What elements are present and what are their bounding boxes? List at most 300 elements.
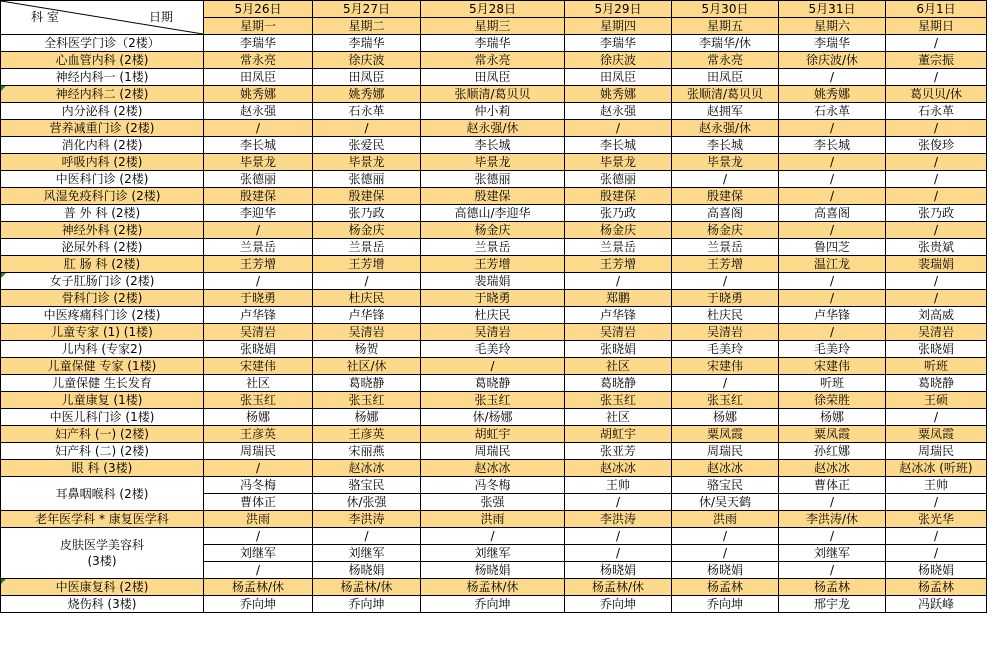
doctor-cell: 张玉红 [565,392,672,409]
doctor-cell: 赵冰冰 [565,460,672,477]
doctor-cell: 杨娜 [204,409,313,426]
doctor-cell: 兰景岳 [672,239,779,256]
doctor-cell: 姚秀娜 [779,86,886,103]
doctor-cell: 杨孟林 [886,579,987,596]
doctor-cell: 张晓娟 [886,341,987,358]
doctor-cell: 兰景岳 [204,239,313,256]
doctor-cell: 胡虹宇 [565,426,672,443]
doctor-cell: 郑鹏 [565,290,672,307]
doctor-cell: 刘继军 [313,545,421,562]
doctor-cell: 杜庆民 [313,290,421,307]
doctor-cell: 杨晓娟 [313,562,421,579]
doctor-cell: / [204,562,313,579]
doctor-cell: 王芳增 [313,256,421,273]
column-header [313,1,421,35]
department-name: 全科医学门诊（2楼） [1,35,204,52]
doctor-cell: / [204,120,313,137]
schedule-row [1,290,987,307]
doctor-cell: 杨孟林 [779,579,886,596]
schedule-row [1,511,987,528]
column-day: 星期六 [779,17,885,34]
doctor-cell: / [565,528,672,545]
doctor-cell: 乔向坤 [313,596,421,613]
doctor-cell: 姚秀娜 [565,86,672,103]
doctor-cell: 张玉红 [313,392,421,409]
doctor-cell: 石永革 [313,103,421,120]
doctor-cell: / [313,273,421,290]
column-date: 5月29日 [594,2,642,16]
doctor-cell: 休/张强 [313,494,421,511]
doctor-cell: 赵永强/休 [672,120,779,137]
doctor-cell: / [886,222,987,239]
department-name: 风湿免疫科门诊 (2楼) [1,188,204,205]
doctor-cell: 李洪涛/休 [779,511,886,528]
doctor-cell: 杨晓娟 [672,562,779,579]
doctor-cell: 孙红娜 [779,443,886,460]
doctor-cell: 田凤臣 [313,69,421,86]
department-name: 中医科门诊 (2楼) [1,171,204,188]
doctor-cell: / [886,154,987,171]
schedule-body [1,35,987,613]
column-header [886,1,987,35]
doctor-cell: / [779,120,886,137]
department-name: 泌尿外科 (2楼) [1,239,204,256]
doctor-cell: 徐荣胜 [779,392,886,409]
doctor-cell: 毕景龙 [565,154,672,171]
doctor-cell: / [313,120,421,137]
column-date: 5月30日 [701,2,749,16]
schedule-row [1,69,987,86]
schedule-row [1,86,987,103]
doctor-cell: 李长城 [421,137,565,154]
doctor-cell: 吴清岩 [421,324,565,341]
doctor-cell: / [313,528,421,545]
doctor-cell: / [421,528,565,545]
column-day: 星期五 [672,17,778,34]
doctor-cell: 毕景龙 [204,154,313,171]
doctor-cell: 李瑞华 [779,35,886,52]
doctor-cell: 粟凤霞 [672,426,779,443]
doctor-cell: 王芳增 [672,256,779,273]
doctor-cell: 胡虹宇 [421,426,565,443]
doctor-cell: 宋建伟 [204,358,313,375]
doctor-cell: 殷建保 [672,188,779,205]
doctor-cell: 张顺清/葛贝贝 [672,86,779,103]
doctor-cell: 粟凤霞 [886,426,987,443]
doctor-cell: / [672,375,779,392]
corner-dept-label: 科 室 [31,10,59,24]
schedule-row [1,426,987,443]
doctor-cell: / [886,494,987,511]
department-name: 中医康复科 (2楼) [1,579,204,596]
doctor-cell: 李长城 [204,137,313,154]
doctor-cell: 社区 [565,358,672,375]
schedule-row [1,239,987,256]
doctor-cell: 杨娜 [779,409,886,426]
doctor-cell: 李洪涛 [565,511,672,528]
doctor-cell: 于晓勇 [421,290,565,307]
doctor-cell: 张乃政 [565,205,672,222]
doctor-cell: 杨贺 [313,341,421,358]
doctor-cell: / [421,358,565,375]
doctor-cell: / [565,494,672,511]
doctor-cell: / [886,290,987,307]
doctor-cell: 社区/休 [313,358,421,375]
doctor-cell: 杨金庆 [672,222,779,239]
doctor-cell: / [204,222,313,239]
department-name: 神经外科 (2楼) [1,222,204,239]
doctor-cell: / [886,171,987,188]
doctor-cell: 王芳增 [565,256,672,273]
doctor-cell: 常永亮 [204,52,313,69]
doctor-cell: 杨晓娟 [565,562,672,579]
doctor-cell: 兰景岳 [421,239,565,256]
doctor-cell: 徐庆波 [313,52,421,69]
doctor-cell: 洪雨 [204,511,313,528]
doctor-cell: 杨金庆 [421,222,565,239]
doctor-cell: 杨孟林 [672,579,779,596]
doctor-cell: 石永革 [779,103,886,120]
department-name: 神经内科二 (2楼) [1,86,204,103]
doctor-cell: 张乃政 [886,205,987,222]
department-name: 骨科门诊 (2楼) [1,290,204,307]
doctor-cell: 刘继军 [421,545,565,562]
doctor-cell: 于晓勇 [672,290,779,307]
doctor-cell: 冯冬梅 [204,477,313,494]
doctor-cell: 冯跃峰 [886,596,987,613]
doctor-cell: 张贵斌 [886,239,987,256]
doctor-cell: 吴清岩 [886,324,987,341]
doctor-cell: / [886,35,987,52]
doctor-cell: 温江龙 [779,256,886,273]
doctor-cell: 赵永强/休 [421,120,565,137]
column-day: 星期二 [313,17,420,34]
doctor-cell: 卢华锋 [204,307,313,324]
doctor-cell: 李长城 [565,137,672,154]
doctor-cell: 张强 [421,494,565,511]
doctor-cell: 赵永强 [204,103,313,120]
column-header [204,1,313,35]
column-header [672,1,779,35]
department-name: 普 外 科 (2楼) [1,205,204,222]
doctor-cell: 姚秀娜 [313,86,421,103]
doctor-cell: 张顺清/葛贝贝 [421,86,565,103]
doctor-cell: 王芳增 [421,256,565,273]
doctor-cell: 张晓娟 [565,341,672,358]
doctor-cell: 李迎华 [204,205,313,222]
doctor-cell: 张乃政 [313,205,421,222]
doctor-cell: 周瑞民 [672,443,779,460]
doctor-cell: 卢华锋 [779,307,886,324]
department-name: 心血管内科 (2楼) [1,52,204,69]
doctor-cell: 张玉红 [672,392,779,409]
doctor-cell: 王彦英 [313,426,421,443]
doctor-cell: 杨晓娟 [886,562,987,579]
department-name: 内分泌科 (2楼) [1,103,204,120]
doctor-cell: / [779,528,886,545]
department-name: 眼 科 (3楼) [1,460,204,477]
doctor-cell: 赵冰冰 (听班) [886,460,987,477]
schedule-row [1,273,987,290]
column-date: 5月26日 [234,2,282,16]
doctor-cell: 葛晓静 [886,375,987,392]
doctor-cell: 毛美玲 [779,341,886,358]
doctor-cell: / [779,562,886,579]
doctor-cell: 毕景龙 [313,154,421,171]
column-day: 星期三 [421,17,564,34]
doctor-cell: 刘继军 [204,545,313,562]
doctor-cell: 张德丽 [565,171,672,188]
doctor-cell: 杨孟林/休 [565,579,672,596]
doctor-cell: 李瑞华 [565,35,672,52]
schedule-row [1,188,987,205]
doctor-cell: 杨娜 [313,409,421,426]
doctor-cell: 杜庆民 [421,307,565,324]
doctor-cell: 赵冰冰 [313,460,421,477]
doctor-cell: 常永亮 [672,52,779,69]
schedule-row [1,103,987,120]
doctor-cell: / [779,222,886,239]
column-header [421,1,565,35]
doctor-cell: 社区 [204,375,313,392]
doctor-cell: 张爱民 [313,137,421,154]
doctor-cell: 裴瑞娟 [421,273,565,290]
doctor-cell: / [886,69,987,86]
doctor-cell: / [779,69,886,86]
schedule-row [1,460,987,477]
doctor-cell: 乔向坤 [672,596,779,613]
doctor-cell: 赵冰冰 [672,460,779,477]
doctor-cell: 高德山/李迎华 [421,205,565,222]
schedule-row [1,222,987,239]
doctor-cell: 葛晓静 [565,375,672,392]
department-name: 儿童康复 (1楼) [1,392,204,409]
doctor-cell: 毛美玲 [672,341,779,358]
doctor-cell: / [779,188,886,205]
doctor-cell: 葛贝贝/休 [886,86,987,103]
doctor-cell: / [779,171,886,188]
doctor-cell: 常永亮 [421,52,565,69]
schedule-row [1,392,987,409]
doctor-cell: / [204,273,313,290]
department-name: 妇产科 (二) (2楼) [1,443,204,460]
doctor-cell: 殷建保 [421,188,565,205]
doctor-cell: 卢华锋 [565,307,672,324]
doctor-cell: 杨孟林/休 [204,579,313,596]
doctor-cell: 高喜阁 [779,205,886,222]
doctor-cell: 仲小莉 [421,103,565,120]
schedule-row [1,171,987,188]
doctor-cell: / [204,460,313,477]
doctor-cell: 听班 [886,358,987,375]
doctor-cell: / [672,528,779,545]
doctor-cell: / [886,273,987,290]
doctor-cell: 徐庆波/休 [779,52,886,69]
doctor-cell: 杨孟林/休 [421,579,565,596]
doctor-cell: 宋建伟 [779,358,886,375]
schedule-row [1,358,987,375]
doctor-cell: 田凤臣 [204,69,313,86]
doctor-cell: 赵冰冰 [421,460,565,477]
department-name: 儿内科 (专家2) [1,341,204,358]
department-name: 营养减重门诊 (2楼) [1,120,204,137]
doctor-cell: 周瑞民 [421,443,565,460]
column-day: 星期日 [886,17,986,34]
doctor-cell: 赵冰冰 [779,460,886,477]
doctor-cell: / [886,409,987,426]
doctor-cell: 粟凤霞 [779,426,886,443]
corner-date-label: 日期 [148,10,173,24]
column-day: 星期四 [565,17,671,34]
column-header [565,1,672,35]
doctor-cell: 张德丽 [204,171,313,188]
doctor-cell: 李长城 [779,137,886,154]
schedule-row [1,409,987,426]
doctor-cell: 宋丽燕 [313,443,421,460]
schedule-row [1,137,987,154]
doctor-cell: 骆宝民 [672,477,779,494]
schedule-row [1,477,987,494]
doctor-cell: 邢宇龙 [779,596,886,613]
doctor-cell: / [779,290,886,307]
doctor-cell: 社区 [565,409,672,426]
doctor-cell: 殷建保 [204,188,313,205]
doctor-cell: 刘继军 [779,545,886,562]
doctor-cell: 王帅 [565,477,672,494]
doctor-cell: 张晓娟 [204,341,313,358]
doctor-cell: 宋建伟 [672,358,779,375]
doctor-cell: / [565,273,672,290]
schedule-row [1,154,987,171]
header-row [1,1,987,35]
schedule-row [1,528,987,545]
doctor-cell: 听班 [779,375,886,392]
department-name: 儿童保健 专家 (1楼) [1,358,204,375]
department-name: 儿童保健 生长发育 [1,375,204,392]
column-header [779,1,886,35]
doctor-cell: 骆宝民 [313,477,421,494]
doctor-cell: 吴清岩 [313,324,421,341]
doctor-cell: / [886,188,987,205]
corner-cell [1,1,204,35]
schedule-row [1,579,987,596]
doctor-cell: 兰景岳 [565,239,672,256]
department-name: 烧伤科 (3楼) [1,596,204,613]
schedule-row [1,52,987,69]
department-name: 消化内科 (2楼) [1,137,204,154]
doctor-cell: 吴清岩 [565,324,672,341]
column-date: 6月1日 [916,2,956,16]
doctor-cell: 刘高威 [886,307,987,324]
doctor-cell: 毕景龙 [421,154,565,171]
doctor-cell: 姚秀娜 [204,86,313,103]
department-name: 呼吸内科 (2楼) [1,154,204,171]
department-name: 皮肤医学美容科 (3楼) [1,528,204,579]
doctor-cell: 乔向坤 [421,596,565,613]
column-day: 星期一 [204,17,312,34]
doctor-cell: 葛晓静 [421,375,565,392]
column-date: 5月27日 [343,2,390,16]
doctor-cell: 张光华 [886,511,987,528]
doctor-cell: / [204,528,313,545]
doctor-cell: 张德丽 [421,171,565,188]
schedule-row [1,324,987,341]
doctor-cell: 田凤臣 [421,69,565,86]
doctor-cell: 洪雨 [672,511,779,528]
doctor-cell: 葛晓静 [313,375,421,392]
doctor-cell: 曹体正 [779,477,886,494]
column-date: 5月28日 [469,2,516,16]
doctor-cell: 休/杨娜 [421,409,565,426]
department-name: 中医疼痛科门诊 (2楼) [1,307,204,324]
doctor-cell: 吴清岩 [672,324,779,341]
doctor-cell: 张德丽 [313,171,421,188]
doctor-cell: 洪雨 [421,511,565,528]
doctor-cell: 赵永强 [565,103,672,120]
doctor-cell: 鲁四芝 [779,239,886,256]
schedule-row [1,596,987,613]
schedule-row [1,120,987,137]
doctor-cell: 于晓勇 [204,290,313,307]
doctor-cell: 毛美玲 [421,341,565,358]
doctor-cell: 张玉红 [421,392,565,409]
doctor-cell: 杜庆民 [672,307,779,324]
doctor-cell: / [779,494,886,511]
doctor-cell: / [672,171,779,188]
doctor-cell: 吴清岩 [204,324,313,341]
schedule-row [1,443,987,460]
doctor-cell: / [672,545,779,562]
department-name: 老年医学科 * 康复医学科 [1,511,204,528]
doctor-cell: / [886,545,987,562]
doctor-cell: 李瑞华 [313,35,421,52]
department-name: 妇产科 (一) (2楼) [1,426,204,443]
doctor-cell: 杨金庆 [313,222,421,239]
schedule-row [1,256,987,273]
doctor-cell: 李洪涛 [313,511,421,528]
department-name: 耳鼻咽喉科 (2楼) [1,477,204,511]
doctor-cell: / [779,154,886,171]
doctor-cell: 王芳增 [204,256,313,273]
doctor-cell: 杨晓娟 [421,562,565,579]
doctor-cell: 周瑞民 [204,443,313,460]
doctor-cell: 曹体正 [204,494,313,511]
doctor-cell: / [886,120,987,137]
doctor-cell: 兰景岳 [313,239,421,256]
doctor-cell: 杨金庆 [565,222,672,239]
schedule-row [1,307,987,324]
doctor-cell: 高喜阁 [672,205,779,222]
doctor-cell: / [672,273,779,290]
doctor-cell: 李瑞华 [204,35,313,52]
doctor-cell: 乔向坤 [565,596,672,613]
schedule-row [1,205,987,222]
doctor-cell: 殷建保 [565,188,672,205]
doctor-cell: 李瑞华/休 [672,35,779,52]
doctor-cell: 王硕 [886,392,987,409]
doctor-cell: 王彦英 [204,426,313,443]
department-name: 女子肛肠门诊 (2楼) [1,273,204,290]
doctor-cell: 毕景龙 [672,154,779,171]
doctor-cell: 田凤臣 [672,69,779,86]
doctor-cell: 杨孟林/休 [313,579,421,596]
schedule-row [1,35,987,52]
doctor-cell: 休/吴天鹤 [672,494,779,511]
department-name: 中医儿科门诊 (1楼) [1,409,204,426]
doctor-cell: 冯冬梅 [421,477,565,494]
doctor-cell: 赵拥军 [672,103,779,120]
doctor-cell: 石永革 [886,103,987,120]
